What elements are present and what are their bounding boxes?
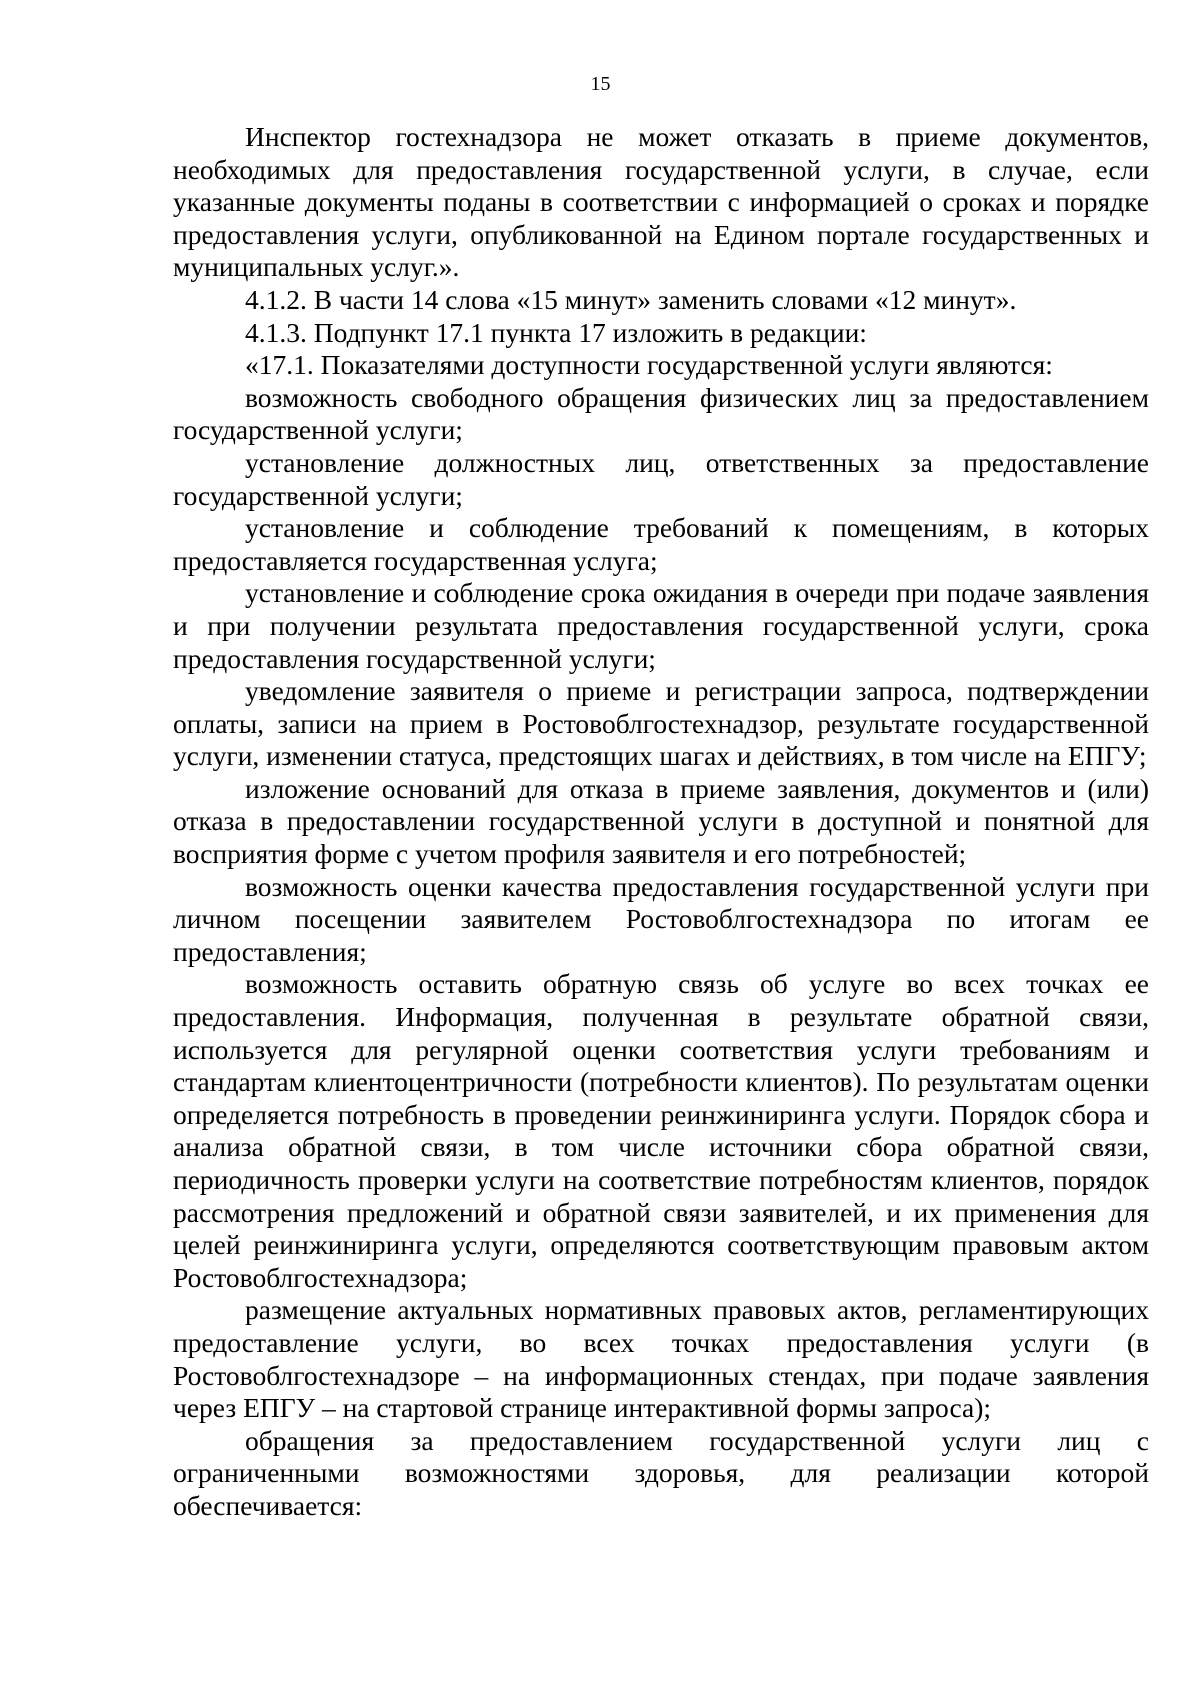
list-item-free-access: возможность свободного обращения физических лиц за предоставлением государственной услуги; <box>173 381 1149 446</box>
paragraph-inspector-refusal: Инспектор гостехнадзора не может отказать в приеме документов, необходимых для предоставления государственной услуги, в случае, если указанные документы поданы в соответствии с информацией о сроках и порядке предоставления услуги, опубликованной на Едином портале государственных и муниципальных услуг.». <box>173 121 1149 283</box>
paragraph-17-1-heading: «17.1. Показателями доступности государственной услуги являются: <box>245 349 1053 381</box>
page-number: 15 <box>590 73 611 95</box>
paragraph-4-1-2: 4.1.2. В части 14 слова «15 минут» заменить словами «12 минут». <box>245 283 1017 315</box>
list-item-applicant-notification: уведомление заявителя о приеме и регистрации запроса, подтверждении оплаты, записи на прием в Ростовоблгостехнадзор, результате государственной услуги, изменении статуса, предстоящих шагах и действиях, в том числе на ЕПГУ; <box>173 675 1149 772</box>
list-item-responsible-officials: установление должностных лиц, ответственных за предоставление государственной услуги; <box>173 446 1149 511</box>
list-item-disabled-persons: обращения за предоставлением государственной услуги лиц с ограниченными возможностями здоровья, для реализации которой обеспечивается: <box>173 1424 1149 1521</box>
document-body <box>173 121 1149 1523</box>
list-item-waiting-time: установление и соблюдение срока ожидания в очереди при подаче заявления и при получении результата предоставления государственной услуги, срока предоставления государственной услуги; <box>173 577 1149 674</box>
paragraph-4-1-3: 4.1.3. Подпункт 17.1 пункта 17 изложить в редакции: <box>245 316 867 348</box>
list-item-legal-acts-placement: размещение актуальных нормативных правовых актов, регламентирующих предоставление услуги, во всех точках предоставления услуги (в Ростовоблгостехнадзоре – на информационных стендах, при подаче заявления через ЕПГУ – на стартовой странице интерактивной формы запроса); <box>173 1294 1149 1424</box>
list-item-quality-assessment: возможность оценки качества предоставления государственной услуги при личном посещении заявителем Ростовоблгостехнадзора по итогам ее предоставления; <box>173 870 1149 967</box>
list-item-refusal-grounds: изложение оснований для отказа в приеме заявления, документов и (или) отказа в предоставлении государственной услуги в доступной и понятной для восприятия форме с учетом профиля заявителя и его потребностей; <box>173 772 1149 870</box>
list-item-feedback: возможность оставить обратную связь об услуге во всех точках ее предоставления. Информация, полученная в результате обратной связи, используется для регулярной оценки соответствия услуги требованиям и стандартам клиентоцентричности (потребности клиентов). По результатам оценки определяется потребность в проведении реинжиниринга услуги. Порядок сбора и анализа обратной связи, в том числе источники сбора обратной связи, периодичность проверки услуги на соответствие потребностям клиентов, порядок рассмотрения предложений и обратной связи заявителей, и их применения для целей реинжиниринга услуги, определяются соответствующим правовым актом Ростовоблгостехнадзора; <box>173 968 1149 1293</box>
list-item-premises-requirements: установление и соблюдение требований к помещениям, в которых предоставляется государственная услуга; <box>173 512 1149 576</box>
